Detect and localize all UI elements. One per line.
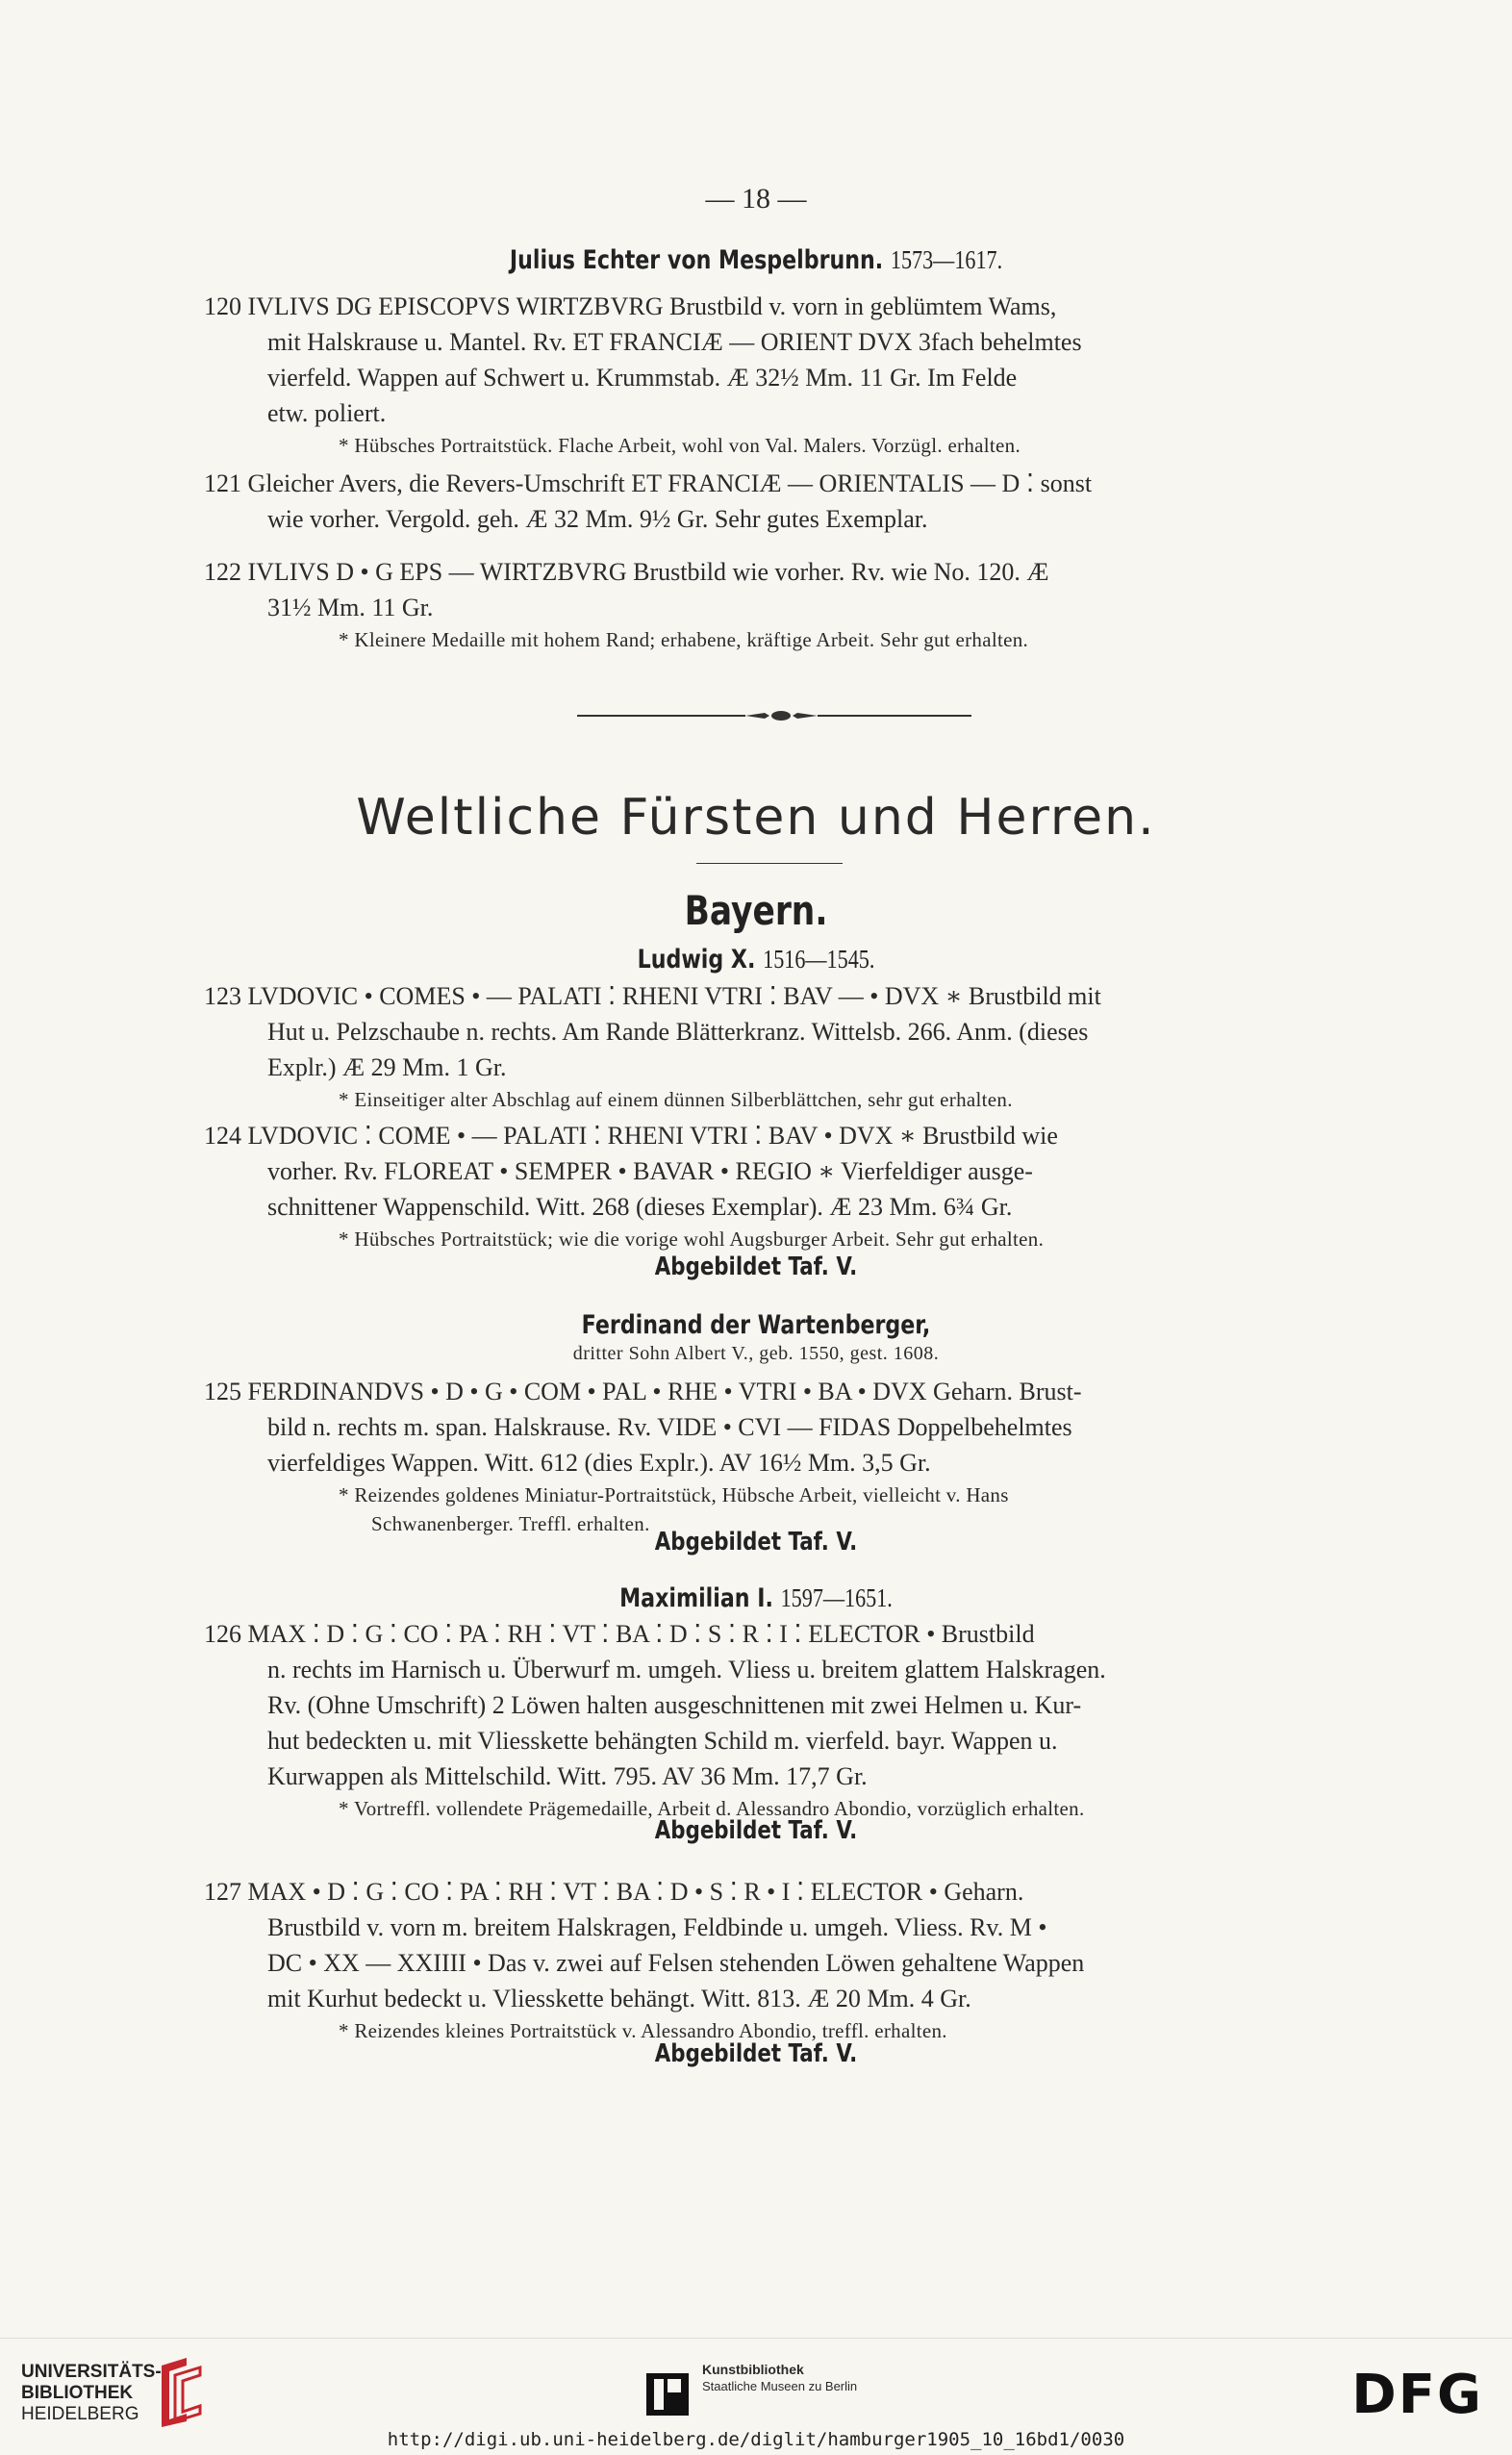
- catalog-entry-127: [204, 1874, 1310, 2045]
- entry-line: wie vorher. Vergold. geh. Æ 32 Mm. 9½ Gr. Sehr gutes Exemplar.: [267, 505, 928, 533]
- entry-line: mit Kurhut bedeckt u. Vliesskette behängt. Witt. 813. Æ 20 Mm. 4 Gr.: [267, 1985, 971, 2012]
- heading-name: Julius Echter von Mespelbrunn.: [509, 245, 884, 275]
- logo-text-line: HEIDELBERG: [21, 2404, 139, 2424]
- section-heading-ludwig: [136, 945, 1375, 974]
- plate-reference: Abgebildet Taf. V.: [654, 2039, 858, 2068]
- kunstbibliothek-logo[interactable]: [702, 2362, 857, 2394]
- entry-line: 123 LVDOVIC • COMES • — PALATI ⁚ RHENI VTRI ⁚ BAV — • DVX ∗ Brustbild mit: [204, 982, 1101, 1010]
- entry-note: * Hübsches Portraitstück. Flache Arbeit, wohl von Val. Malers. Vorzügl. erhalten.: [339, 434, 1021, 457]
- kb-title: Kunstbibliothek: [702, 2362, 804, 2377]
- heading-name: Ludwig X.: [637, 945, 756, 974]
- section-subtitle: dritter Sohn Albert V., geb. 1550, gest. 1608.: [572, 1343, 940, 1364]
- heading-dates: 1573—1617.: [890, 245, 1003, 274]
- entry-note-continued: Schwanenberger. Treffl. erhalten.: [371, 1512, 650, 1535]
- catalog-entry-121: [204, 466, 1310, 537]
- entry-line: 31½ Mm. 11 Gr.: [267, 594, 434, 621]
- entry-line: n. rechts im Harnisch u. Überwurf m. umgeh. Vliess u. breitem glattem Halskragen.: [267, 1656, 1106, 1683]
- section-heading-ferdinand: Ferdinand der Wartenberger,: [581, 1310, 931, 1340]
- entry-note: * Einseitiger alter Abschlag auf einem dünnen Silberblättchen, sehr gut erhalten.: [339, 1088, 1013, 1111]
- catalog-entry-125: [204, 1374, 1310, 1538]
- catalog-entry-123: [204, 978, 1310, 1114]
- plate-reference: Abgebildet Taf. V.: [654, 1528, 858, 1557]
- page-title: Weltliche Fürsten und Herren.: [356, 789, 1156, 847]
- region-heading: Bayern.: [684, 887, 828, 934]
- catalog-entry-120: [204, 289, 1310, 460]
- entry-line: 127 MAX • D ⁚ G ⁚ CO ⁚ PA ⁚ RH ⁚ VT ⁚ BA ⁚ D • S ⁚ R • I ⁚ ELECTOR • Geharn.: [204, 1878, 1024, 1906]
- entry-line: etw. poliert.: [267, 399, 387, 427]
- kb-subtitle: Staatliche Museen zu Berlin: [702, 2379, 858, 2393]
- entry-line: 120 IVLIVS DG EPISCOPVS WIRTZBVRG Brustbild v. vorn in geblümtem Wams,: [204, 292, 1057, 320]
- entry-line: vierfeldiges Wappen. Witt. 612 (dies Explr.). AV 16½ Mm. 3,5 Gr.: [267, 1449, 931, 1477]
- catalog-entry-124: [204, 1118, 1310, 1253]
- entry-line: Hut u. Pelzschaube n. rechts. Am Rande Blätterkranz. Wittelsb. 266. Anm. (dieses: [267, 1018, 1089, 1046]
- entry-line: Brustbild v. vorn m. breitem Halskragen, Feldbinde u. umgeh. Vliess. Rv. M •: [267, 1913, 1047, 1941]
- entry-note: * Kleinere Medaille mit hohem Rand; erhabene, kräftige Arbeit. Sehr gut erhalten.: [339, 628, 1029, 651]
- entry-line: 122 IVLIVS D • G EPS — WIRTZBVRG Brustbild wie vorher. Rv. wie No. 120. Æ: [204, 558, 1049, 586]
- entry-line: Rv. (Ohne Umschrift) 2 Löwen halten ausgeschnittenen mit zwei Helmen u. Kur-: [267, 1691, 1082, 1719]
- logo-text-line: UNIVERSITÄTS-: [21, 2362, 162, 2382]
- entry-line: bild n. rechts m. span. Halskrause. Rv. VIDE • CVI — FIDAS Doppelbehelmtes: [267, 1413, 1072, 1441]
- ub-logo-mark-icon: [154, 2358, 212, 2427]
- catalog-entry-122: [204, 554, 1310, 654]
- page-number: — 18 —: [705, 183, 807, 215]
- section-heading-julius-echter: [136, 245, 1375, 275]
- plate-reference: Abgebildet Taf. V.: [654, 1816, 858, 1845]
- kunstbibliothek-logo-icon: [646, 2373, 689, 2416]
- ub-heidelberg-logo[interactable]: [21, 2362, 162, 2425]
- entry-line: 124 LVDOVIC ⁚ COME • — PALATI ⁚ RHENI VTRI ⁚ BAV • DVX ∗ Brustbild wie: [204, 1122, 1058, 1150]
- entry-line: Explr.) Æ 29 Mm. 1 Gr.: [267, 1053, 507, 1081]
- footer-bar: [0, 2338, 1512, 2455]
- heading-dates: 1516—1545.: [763, 945, 875, 974]
- entry-note: * Hübsches Portraitstück; wie die vorige wohl Augsburger Arbeit. Sehr gut erhalten.: [339, 1228, 1045, 1251]
- entry-line: Kurwappen als Mittelschild. Witt. 795. AV 36 Mm. 17,7 Gr.: [267, 1762, 868, 1790]
- heading-name: Maximilian I.: [619, 1583, 773, 1613]
- entry-line: vorher. Rv. FLOREAT • SEMPER • BAVAR • REGIO ∗ Vierfeldiger ausge-: [267, 1157, 1033, 1185]
- entry-line: mit Halskrause u. Mantel. Rv. ET FRANCIÆ — ORIENT DVX 3fach behelmtes: [267, 328, 1082, 356]
- entry-line: DC • XX — XXIIII • Das v. zwei auf Felsen stehenden Löwen gehaltene Wappen: [267, 1949, 1085, 1977]
- source-url-link[interactable]: http://digi.ub.uni-heidelberg.de/diglit/hamburger1905_10_16bd1/0030: [387, 2429, 1125, 2450]
- entry-line: hut bedeckten u. mit Vliesskette behängten Schild m. vierfeld. bayr. Wappen u.: [267, 1727, 1058, 1755]
- entry-note: * Vortreffl. vollendete Prägemedaille, Arbeit d. Alessandro Abondio, vorzüglich erhalten.: [339, 1797, 1085, 1820]
- plate-reference: Abgebildet Taf. V.: [654, 1253, 858, 1281]
- entry-line: vierfeld. Wappen auf Schwert u. Krummstab. Æ 32½ Mm. 11 Gr. Im Felde: [267, 364, 1018, 392]
- catalog-entry-126: [204, 1616, 1310, 1823]
- logo-text-line: BIBLIOTHEK: [21, 2383, 134, 2403]
- entry-note: * Reizendes kleines Portraitstück v. Alessandro Abondio, treffl. erhalten.: [339, 2019, 947, 2042]
- heading-dates: 1597—1651.: [780, 1583, 893, 1612]
- title-underline: [696, 863, 843, 864]
- entry-note: * Reizendes goldenes Miniatur-Portraitstück, Hübsche Arbeit, vielleicht v. Hans: [339, 1483, 1009, 1506]
- section-heading-maximilian: [136, 1583, 1375, 1613]
- entry-line: 126 MAX ⁚ D ⁚ G ⁚ CO ⁚ PA ⁚ RH ⁚ VT ⁚ BA ⁚ D ⁚ S ⁚ R ⁚ I ⁚ ELECTOR • Brustbild: [204, 1620, 1035, 1648]
- entry-line: schnittener Wappenschild. Witt. 268 (dieses Exemplar). Æ 23 Mm. 6¾ Gr.: [267, 1193, 1013, 1221]
- ornament-divider: [577, 710, 971, 721]
- dfg-logo[interactable]: DFG: [1351, 2364, 1483, 2426]
- entry-line: 125 FERDINANDVS • D • G • COM • PAL • RHE • VTRI • BA • DVX Geharn. Brust-: [204, 1378, 1082, 1405]
- entry-line: 121 Gleicher Avers, die Revers-Umschrift ET FRANCIÆ — ORIENTALIS — D ⁚ sonst: [204, 469, 1093, 497]
